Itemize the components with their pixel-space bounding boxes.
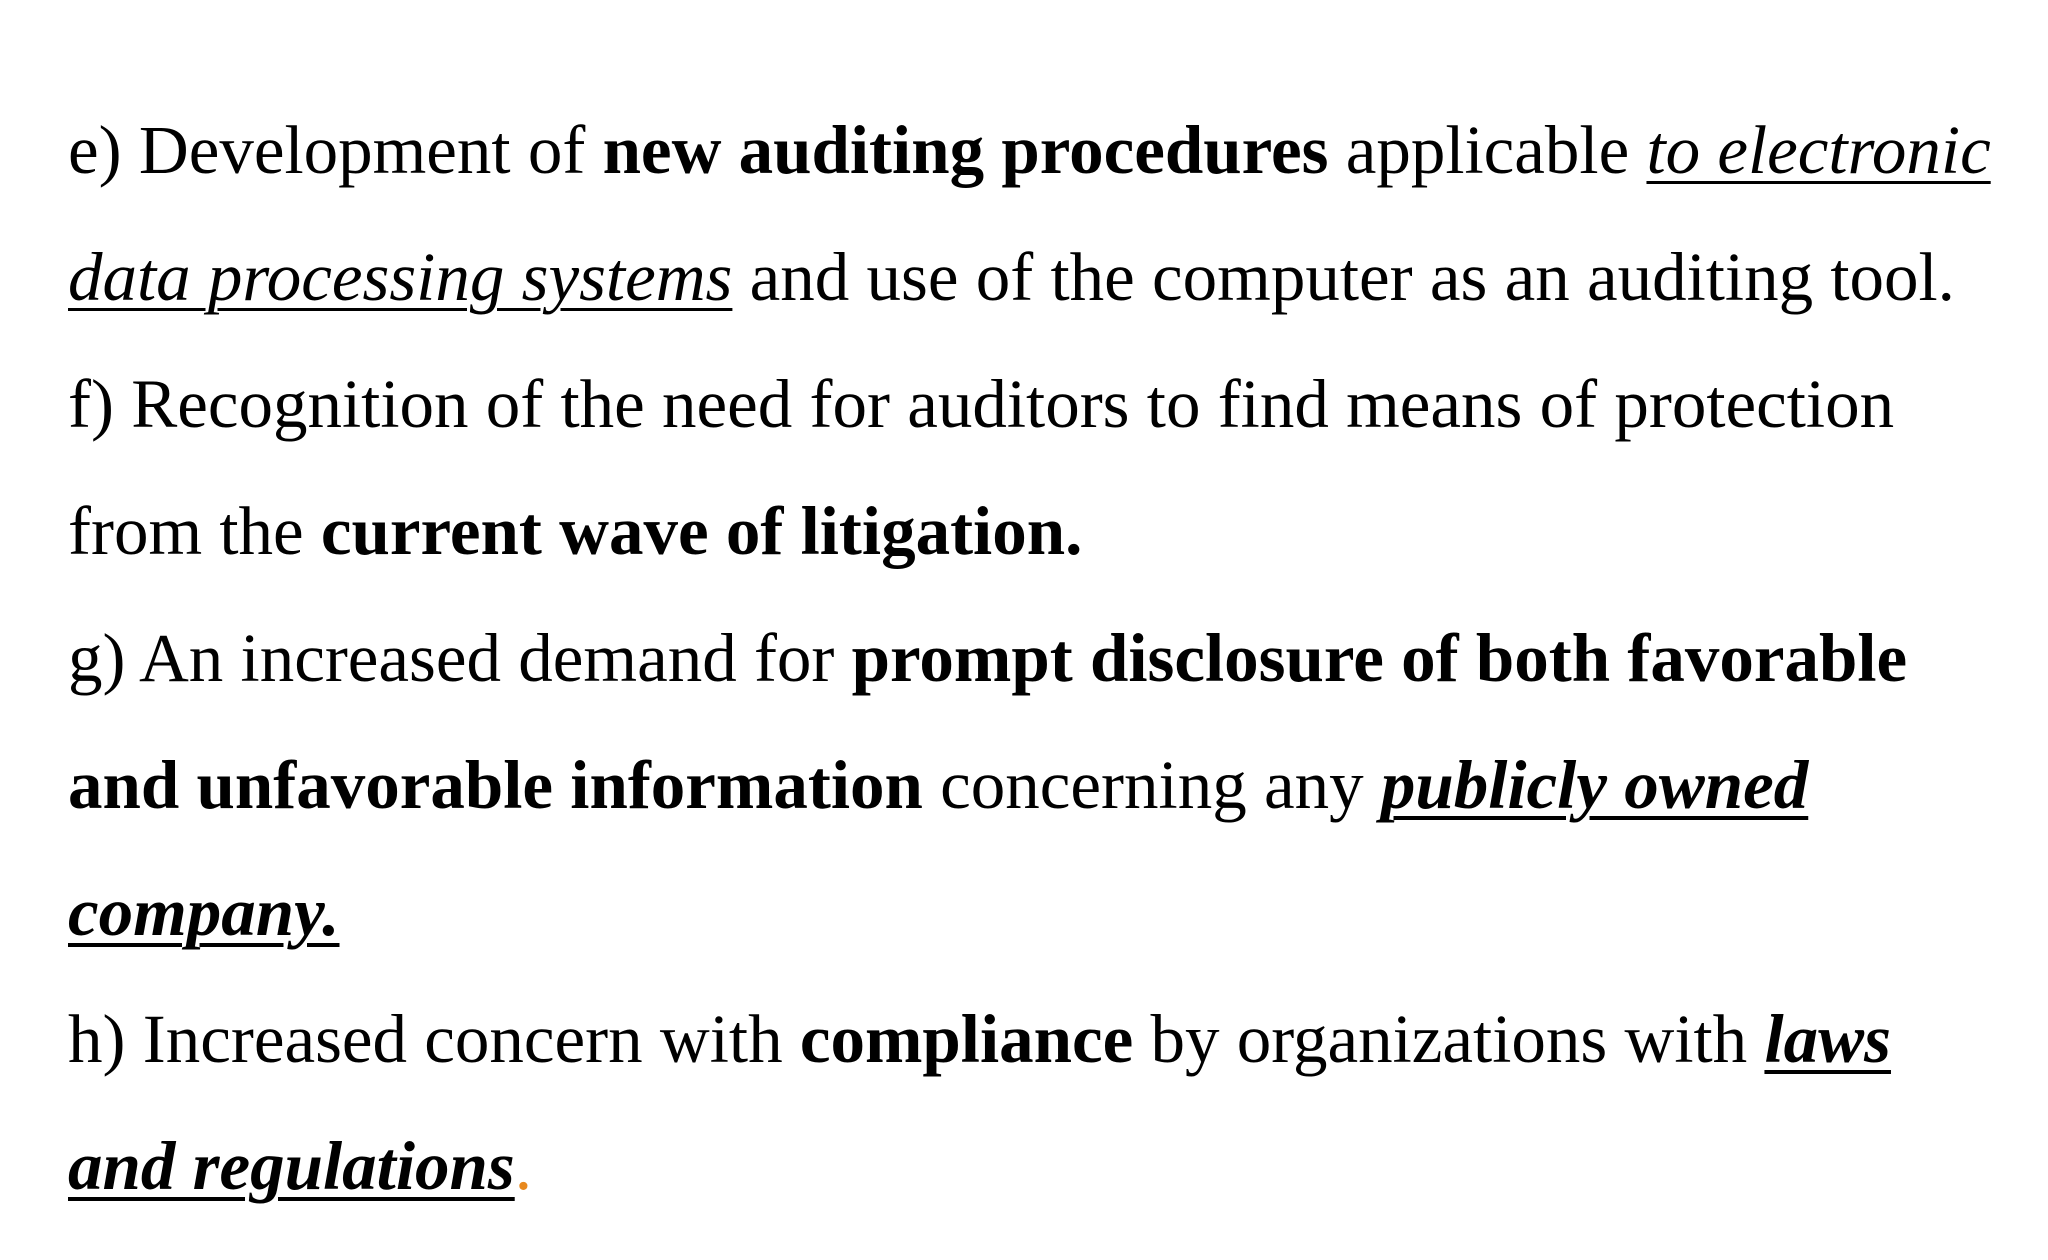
item-h-bold-italic-underline-1: laws — [1764, 1001, 1891, 1077]
item-h-bold-italic-underline-2: and regulations — [68, 1128, 515, 1204]
item-g-line-2 — [68, 745, 2048, 872]
item-f-label: f) — [68, 366, 114, 442]
item-g-bold-italic-underline-2: company. — [68, 874, 340, 950]
item-e-text-3: and use of the computer as an auditing tool. — [749, 239, 1955, 315]
item-e-text-2: applicable — [1345, 112, 1630, 188]
item-f-text-1: Recognition of the need for auditors to find means of protection — [131, 366, 1895, 442]
item-h-line-1 — [68, 999, 2048, 1126]
item-h-line-2 — [68, 1126, 2048, 1253]
item-g-line-1 — [68, 618, 2048, 745]
item-f-line-1 — [68, 364, 2048, 491]
item-f-line-2 — [68, 491, 2048, 618]
item-h-bold-1: compliance — [799, 1001, 1134, 1077]
item-f-bold-1: current wave of litigation. — [320, 493, 1083, 569]
item-f-text-2: from the — [68, 493, 304, 569]
item-g-bold-italic-underline-1: publicly owned — [1380, 747, 1809, 823]
item-g-text-1: An increased demand for — [138, 620, 835, 696]
item-h-text-1: Increased concern with — [142, 1001, 783, 1077]
item-g-label: g) — [68, 620, 126, 696]
item-h-label: h) — [68, 1001, 126, 1077]
item-e-label: e) — [68, 112, 122, 188]
item-e-line-2 — [68, 237, 2048, 364]
item-h-end-period: . — [514, 1128, 532, 1204]
item-e-italic-underline-1: to electronic — [1646, 112, 1991, 188]
item-e-text-1: Development of — [138, 112, 586, 188]
item-e-bold-1: new auditing procedures — [602, 112, 1329, 188]
item-g-bold-1: prompt disclosure of both favorable — [851, 620, 1908, 696]
document-body — [68, 110, 2048, 1253]
item-g-line-3 — [68, 872, 2048, 999]
item-h-text-2: by organizations with — [1150, 1001, 1748, 1077]
item-g-bold-2: and unfavorable information — [68, 747, 923, 823]
item-e-italic-underline-2: data processing systems — [68, 239, 733, 315]
item-e-line-1 — [68, 110, 2048, 237]
item-g-text-2: concerning any — [940, 747, 1364, 823]
